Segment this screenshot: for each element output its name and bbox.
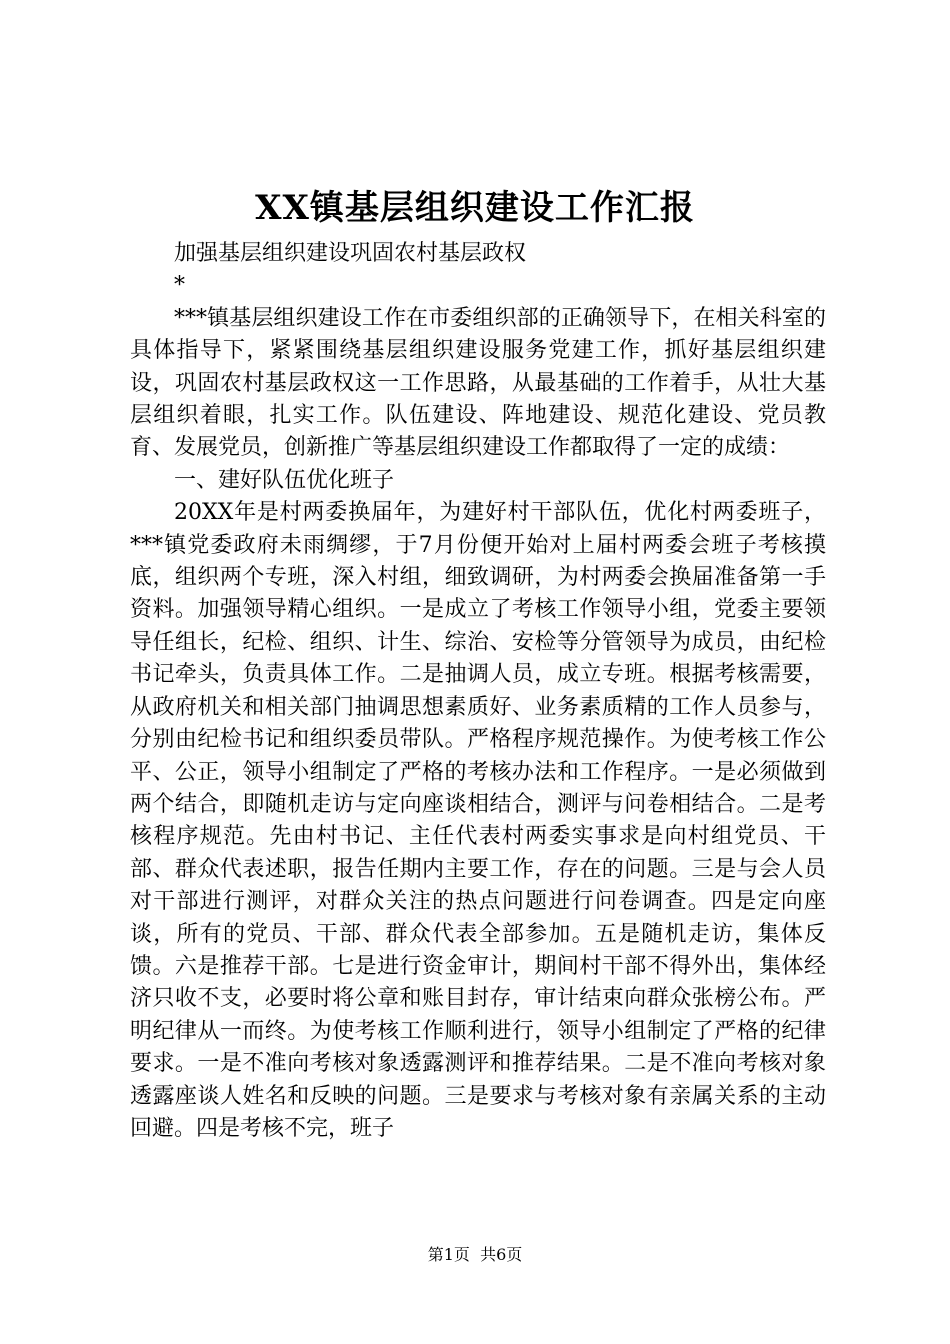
body-paragraph: 20XX年是村两委换届年，为建好村干部队伍，优化村两委班子，***镇党委政府未雨绸缪，于7月份便开始对上届村两委会班子考核摸底，组织两个专班，深入村组，细致调研，为村两委会换届准备第一手资料。加强领导精心组织。一是成立了考核工作领导小组，党委主要领导任组长，纪检、组织、计生、综治、安检等分管领导为成员，由纪检书记牵头，负责具体工作。二是抽调人员，成立专班。根据考核需要，从政府机关和相关部门抽调思想素质好、业务素质精的工作人员参与，分别由纪检书记和组织委员带队。严格程序规范操作。为使考核工作公平、公正，领导小组制定了严格的考核办法和工作程序。一是必须做到两个结合，即随机走访与定向座谈相结合，测评与问卷相结合。二是考核程序规范。先由村书记、主任代表村两委实事求是向村组党员、干部、群众代表述职，报告任期内主要工作，存在的问题。三是与会人员对干部进行测评，对群众关注的热点问题进行问卷调查。四是定向座谈，所有的党员、干部、群众代表全部参加。五是随机走访，集体反馈。六是推荐干部。七是进行资金审计，期间村干部不得外出，集体经济只收不支，必要时将公章和账目封存，审计结束向群众张榜公布。严明纪律从一而终。为使考核工作顺利进行，领导小组制定了严格的纪律要求。一是不准向考核对象透露测评和推荐结果。二是不准向考核对象透露座谈人姓名和反映的问题。三是要求与考核对象有亲属关系的主动回避。四是考核不完，班子 (130, 500, 826, 1141)
body-paragraph: ***镇基层组织建设工作在市委组织部的正确领导下，在相关科室的具体指导下，紧紧围绕基层组织建设服务党建工作，抓好基层组织建设，巩固农村基层政权这一工作思路，从最基础的工作着手，从壮大基层组织着眼，扎实工作。队伍建设、阵地建设、规范化建设、党员教育、发展党员，创新推广等基层组织建设工作都取得了一定的成绩： (130, 305, 826, 461)
document-title: XX镇基层组织建设工作汇报 (255, 188, 695, 228)
document-subtitle: 加强基层组织建设巩固农村基层政权 (174, 241, 527, 266)
section-marker: * (174, 273, 185, 299)
page-footer (0, 1244, 950, 1266)
page-number: 第1页 共6页 (427, 1245, 523, 1264)
section-heading: 一、建好队伍优化班子 (174, 467, 395, 493)
document-body (130, 238, 826, 1145)
